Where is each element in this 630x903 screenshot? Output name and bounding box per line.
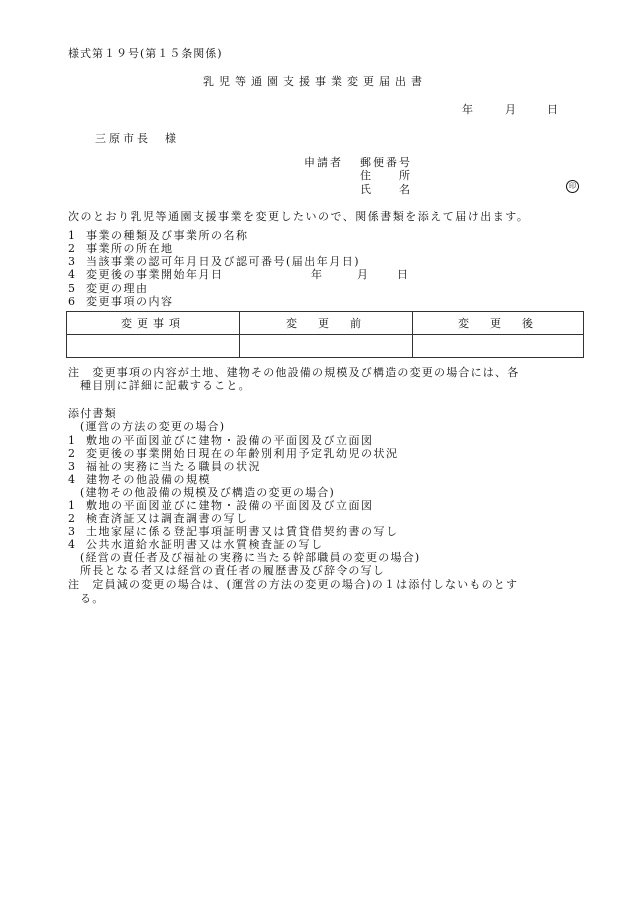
list-item bbox=[68, 293, 174, 309]
postal-code-label: 郵便番号 bbox=[360, 156, 412, 169]
item-number: 3 bbox=[68, 255, 77, 268]
table-cell[interactable] bbox=[413, 335, 584, 358]
item-number: 4 bbox=[68, 473, 77, 486]
item-number: 2 bbox=[68, 512, 77, 525]
group-title: (運営の方法の変更の場合) bbox=[80, 420, 226, 433]
item-number: 2 bbox=[68, 242, 77, 255]
name-label: 氏 名 bbox=[360, 183, 412, 196]
addressee: 三原市長 様 bbox=[95, 132, 179, 145]
column-header: 変更事項 bbox=[67, 312, 240, 335]
group-text: 所長となる者又は経営の責任者の履歴書及び辞令の写し bbox=[80, 564, 385, 577]
item-text: 事業の種類及び事業所の名称 bbox=[86, 229, 249, 242]
table-header-row bbox=[67, 312, 584, 335]
item-number: 3 bbox=[68, 460, 77, 473]
item-text: 変更後の事業開始年月日 bbox=[86, 268, 224, 281]
item-text: 変更事項の内容 bbox=[86, 295, 174, 308]
address-label: 住 所 bbox=[360, 169, 412, 182]
item-number: 4 bbox=[68, 268, 77, 281]
group-title: (経営の責任者及び福祉の実務に当たる幹部職員の変更の場合) bbox=[80, 551, 421, 564]
item-text: 土地家屋に係る登記事項証明書又は賃貸借契約書の写し bbox=[86, 525, 399, 538]
item-number: 1 bbox=[68, 499, 77, 512]
item-text: 敷地の平面図並びに建物・設備の平面図及び立面図 bbox=[86, 434, 374, 447]
note-line: る。 bbox=[80, 592, 105, 605]
item-number: 4 bbox=[68, 538, 77, 551]
item4-day-label: 日 bbox=[397, 268, 408, 281]
note-line: 注 変更事項の内容が土地、建物その他設備の規模及び構造の変更の場合には、各 bbox=[68, 366, 520, 379]
item-number: 2 bbox=[68, 447, 77, 460]
column-header: 変 更 後 bbox=[413, 312, 584, 335]
item-text: 福祉の実務に当たる職員の状況 bbox=[86, 460, 261, 473]
item-number: 1 bbox=[68, 229, 77, 242]
date-day-label: 日 bbox=[547, 103, 558, 116]
seal-mark: 印 bbox=[566, 180, 579, 193]
intro-text: 次のとおり乳児等通園支援事業を変更したいので、関係書類を添えて届け出ます。 bbox=[68, 210, 530, 223]
date-year-label: 年 bbox=[462, 103, 473, 116]
item-number: 1 bbox=[68, 434, 77, 447]
applicant-label: 申請者 bbox=[304, 156, 343, 169]
item-text: 変更の理由 bbox=[86, 282, 149, 295]
item-text: 敷地の平面図並びに建物・設備の平面図及び立面図 bbox=[86, 499, 374, 512]
date-month-label: 月 bbox=[505, 103, 516, 116]
table-row bbox=[67, 335, 584, 358]
table-cell[interactable] bbox=[67, 335, 240, 358]
item-number: 5 bbox=[68, 282, 77, 295]
item-number: 3 bbox=[68, 525, 77, 538]
change-table bbox=[66, 311, 584, 358]
item-text: 変更後の事業開始日現在の年齢別利用予定乳幼児の状況 bbox=[86, 447, 399, 460]
table-cell[interactable] bbox=[240, 335, 413, 358]
document-title: 乳児等通園支援事業変更届出書 bbox=[203, 75, 427, 88]
item4-year-label: 年 bbox=[311, 268, 322, 281]
column-header: 変 更 前 bbox=[240, 312, 413, 335]
item-text: 建物その他設備の規模 bbox=[86, 473, 211, 486]
item4-month-label: 月 bbox=[357, 268, 368, 281]
group-title: (建物その他設備の規模及び構造の変更の場合) bbox=[80, 486, 335, 499]
item-text: 当該事業の認可年月日及び認可番号(届出年月日) bbox=[86, 255, 361, 268]
note-line: 注 定員減の変更の場合は、(運営の方法の変更の場合)の１は添付しないものとす bbox=[68, 578, 519, 591]
note-line: 種目別に詳細に記載すること。 bbox=[80, 379, 251, 392]
form-number: 様式第１９号(第１５条関係) bbox=[68, 47, 223, 60]
item-number: 6 bbox=[68, 295, 77, 308]
attachments-heading: 添付書類 bbox=[68, 407, 117, 420]
item-text: 検査済証又は調査調書の写し bbox=[86, 512, 249, 525]
item-text: 公共水道給水証明書又は水質検査証の写し bbox=[86, 538, 324, 551]
item-text: 事業所の所在地 bbox=[86, 242, 174, 255]
